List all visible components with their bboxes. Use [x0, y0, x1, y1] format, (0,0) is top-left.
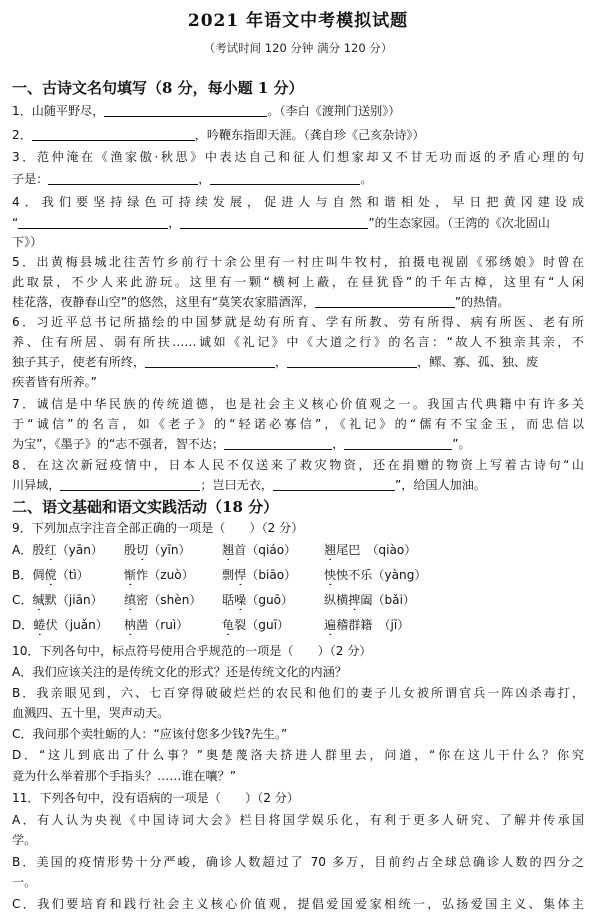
question-10-option-b-line-1[interactable]: B．我亲眼见到，六、七百穿得破破烂烂的农民和他们的妻子儿女被所谓官兵一阵凶杀毒打， [12, 686, 584, 700]
pinyin-item: 枘凿（ruì） [124, 618, 189, 632]
pinyin-item: 翘尾巴 （qiào） [324, 543, 417, 557]
pinyin-item: 龟裂（guī） [222, 618, 290, 632]
answer-blank[interactable] [18, 215, 168, 229]
dotted-character: 噪 [234, 593, 247, 607]
question-11-option-a-line-2[interactable]: 学。 [12, 833, 37, 847]
answer-blank[interactable] [145, 354, 275, 368]
question-9-stem: 9．下列加点字注音全部正确的一项是（ ）（2 分） [12, 521, 304, 535]
pinyin-item: 殷切（yīn） [124, 543, 191, 557]
pinyin-item: 剽悍（biāo） [222, 568, 297, 582]
question-2: 2． ，吟鞭东指即天涯。（龚自珍《己亥杂诗》） [12, 128, 425, 142]
question-10-option-a[interactable]: A．我们应该关注的是传统文化的形式？还是传统文化的内涵？ [12, 665, 347, 679]
pinyin-item: 惭怍（zuò） [124, 568, 194, 582]
question-4-line-2: “ ， ”的生态家园。（王湾的《次北固山 [12, 216, 550, 230]
pinyin-item: A．殷红（yān） [12, 543, 103, 557]
question-3-line-1: 3．范仲淹在《渔家傲·秋思》中表达自己和征人们想家却又不甘无功而返的矛盾心理的句 [12, 150, 584, 164]
dotted-character: 悍 [234, 568, 247, 582]
page-title: 2021 年语文中考模拟试题 [187, 11, 409, 31]
pinyin-item: 怏怏不乐（yàng） [324, 568, 427, 582]
question-6-line-1: 6．习近平总书记所描绘的中国梦就是幼有所育、学有所教、劳有所得、病有所医、老有所 [12, 315, 584, 329]
question-7-line-1: 7．诚信是中华民族的传统道德，也是社会主义核心价值观之一。我国古代典籍中有许多关 [12, 397, 584, 411]
question-9-option-d[interactable] [12, 617, 584, 635]
dotted-character: 龟 [222, 618, 235, 632]
dotted-character: 捭 [348, 593, 361, 607]
question-10-option-b-line-2[interactable]: 血溅四、五十里，哭声动天。 [12, 706, 170, 720]
answer-blank[interactable] [287, 354, 417, 368]
section-1-heading: 一、古诗文名句填写（8 分，每小题 1 分） [12, 79, 304, 97]
pinyin-item: B．倜傥（tì） [12, 568, 89, 582]
dotted-character: 红 [44, 543, 57, 557]
pinyin-item: 聒噪（guō） [222, 593, 294, 607]
question-6-line-4: 疾者皆有所养。” [12, 375, 97, 389]
question-3-line-2: 子是： ， 。 [12, 172, 373, 186]
question-1: 1．山随平野尽， 。（李白《渡荆门送别》） [12, 104, 401, 118]
answer-blank[interactable] [180, 215, 368, 229]
question-10-option-d-line-1[interactable]: D．“这儿到底出了什么事？”奥楚蔑洛夫挤进人群里去，问道，“你在这儿干什么？你究 [12, 748, 584, 762]
question-10-stem: 10．下列各句中，标点符号使用合乎规范的一项是（ ）（2 分） [12, 644, 372, 658]
pinyin-item: 缜密（shèn） [124, 593, 202, 607]
answer-blank[interactable] [104, 103, 267, 117]
answer-blank[interactable] [60, 477, 200, 491]
question-6-line-3: 独子其子，使老有所终， ， ，鳏、寡、孤、独、废 [12, 355, 539, 369]
dotted-character: 怏 [324, 568, 337, 582]
question-11-option-c-line-1[interactable]: C．我们要培育和践行社会主义核心价值观，提倡爱国爱家相统一，弘扬爱国主义、集体主 [12, 897, 584, 911]
question-11-option-a-line-1[interactable]: A．有人认为央视《中国诗词大会》栏目将国学娱乐化，有利于更多人研究、了解并传承国 [12, 813, 584, 827]
dotted-character: 缄 [32, 593, 45, 607]
answer-blank[interactable] [32, 127, 195, 141]
question-10-option-c[interactable]: C．我问那个卖牡蛎的人：“应该付您多少钱?先生。” [12, 727, 288, 741]
dotted-character: 枘 [124, 618, 137, 632]
answer-blank[interactable] [210, 171, 360, 185]
pinyin-item: C．缄默（jiān） [12, 593, 103, 607]
pinyin-item: D．蜷伏（juǎn） [12, 618, 108, 632]
dotted-character: 遍 [324, 618, 337, 632]
question-10-option-d-line-2[interactable]: 竟为什么举着那个手指头？……谁在嚷？” [12, 769, 236, 783]
question-4-line-3: 下》） [12, 235, 43, 249]
exam-info: （考试时间 120 分钟 满分 120 分） [203, 41, 393, 55]
question-8-line-1: 8．在这次新冠疫情中，日本人民不仅送来了救灾物资，还在捐赠的物资上写着古诗句“山 [12, 458, 584, 472]
question-9-option-a[interactable] [12, 542, 584, 560]
question-5-line-1: 5．出黄梅县城北往苦竹乡前行十余公里有一村庄叫牛牧村，拍摄电视剧《邪绣娘》时曾在 [12, 255, 584, 269]
answer-blank[interactable] [315, 294, 455, 308]
section-2-heading: 二、语文基础和语文实践活动（18 分） [12, 498, 279, 516]
answer-blank[interactable] [273, 477, 395, 491]
question-9-option-c[interactable] [12, 592, 584, 610]
question-11-option-b-line-1[interactable]: B．美国的疫情形势十分严峻，确诊人数超过了 70 多万，目前约占全球总确诊人数的四分之 [12, 855, 584, 869]
question-8-line-2: 川异域， ；岂曰无衣， ”，给国人加油。 [12, 478, 486, 492]
dotted-character: 傥 [44, 568, 57, 582]
dotted-character: 缜 [124, 593, 137, 607]
pinyin-item: 遍稽群籍 （jī） [324, 618, 410, 632]
dotted-character: 切 [136, 543, 149, 557]
answer-blank[interactable] [224, 436, 332, 450]
dotted-character: 翘 [324, 543, 337, 557]
dotted-character: 惭 [124, 568, 137, 582]
question-7-line-2: 于“诚信”的名言，如《老子》的“轻诺必寡信”，《礼记》的“儒有不宝金玉，而忠信以 [12, 417, 584, 431]
question-4-line-1: 4．我们要坚持绿色可持续发展，促进人与自然和谐相处，早日把黄冈建设成 [12, 195, 584, 209]
dotted-character: 蜷 [33, 618, 46, 632]
question-7-line-3: 为宝”，《墨子》的“志不强者，智不达； ， ”。 [12, 437, 471, 451]
dotted-character: 翘 [222, 543, 235, 557]
answer-blank[interactable] [344, 436, 452, 450]
question-5-line-3: 桂花落，夜静春山空”的悠然，这里有“莫笑农家腊酒浑， ”的热情。 [12, 295, 510, 309]
question-5-line-2: 此取景，不少人来此游玩。这里有一颗“横柯上蔽，在昼犹昏”的千年古樟，这里有“人闲 [12, 275, 584, 289]
question-6-line-2: 养、住有所居、弱有所扶……诚如《礼记》中《大道之行》的名言：“故人不独亲其亲，不 [12, 335, 584, 349]
pinyin-item: 翘首（qiáo） [222, 543, 297, 557]
question-11-option-b-line-2[interactable]: 一。 [12, 875, 37, 889]
question-9-option-b[interactable] [12, 567, 584, 585]
pinyin-item: 纵横捭阖（bǎi） [324, 593, 416, 607]
answer-blank[interactable] [48, 171, 198, 185]
question-11-stem: 11．下列各句中，没有语病的一项是（ ）（2 分） [12, 791, 299, 805]
